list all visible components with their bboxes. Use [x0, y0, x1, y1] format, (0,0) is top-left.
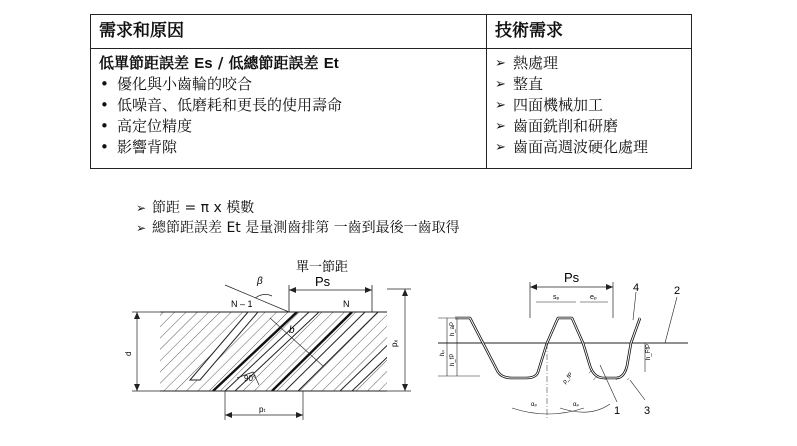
axial-pitch-label: pₓ	[390, 339, 399, 347]
arrow-bullet-icon: ➢	[495, 119, 506, 134]
bullet-icon: •	[100, 75, 109, 93]
arrow-bullet-icon: ➢	[495, 56, 506, 71]
heading-part-1: 低單節距誤差	[99, 54, 195, 72]
helical-rack-drawing	[124, 259, 411, 420]
list-item-text: 影響背隙	[117, 138, 178, 156]
bullet-icon: •	[100, 138, 109, 156]
list-item-text: 齒面銑削和研磨	[513, 117, 619, 135]
list-item-text: 四面機械加工	[513, 96, 604, 114]
heading-part-2: / 低總節距誤差	[212, 54, 324, 72]
hfp-label: h_fP	[450, 353, 456, 366]
note-text: 總節距誤差 Et 是量測齒排第 一齒到最後一齒取得	[152, 220, 460, 236]
transverse-pitch-label: pₜ	[259, 405, 266, 414]
list-item-text: 齒面高週波硬化處理	[513, 138, 649, 156]
list-item-text: 整直	[513, 75, 544, 93]
bullet-icon: •	[100, 96, 109, 114]
callout-1: 1	[614, 405, 621, 417]
right-angle-label: 90°	[244, 374, 257, 383]
arrow-bullet-icon: ➢	[136, 221, 147, 235]
root-radius-label: ρ_fP	[561, 371, 575, 386]
list-item-text: 高定位精度	[117, 117, 193, 135]
list-item-text: 優化與小齒輪的咬合	[117, 75, 253, 93]
heading-es: Es	[194, 55, 213, 72]
callout-4: 4	[633, 282, 640, 294]
diameter-d-label: d	[124, 351, 133, 356]
tooth-n-minus-1-label: N – 1	[231, 299, 253, 309]
rack-tooth-profile-drawing	[438, 270, 688, 420]
callout-2: 2	[674, 285, 681, 297]
arrow-bullet-icon: ➢	[495, 98, 506, 113]
single-pitch-caption: 單一節距	[296, 259, 349, 274]
tooth-thickness-label: sₚ	[553, 294, 560, 301]
arrow-bullet-icon: ➢	[495, 77, 506, 92]
arrow-bullet-icon: ➢	[136, 201, 147, 215]
list-item-text: 熱處理	[513, 54, 559, 72]
hffp-label: h_FfP	[646, 343, 652, 360]
width-b-label: b	[289, 325, 295, 336]
note-text: 節距 = π x 模數	[152, 200, 255, 216]
list-item-text: 低噪音、低磨耗和更長的使用壽命	[117, 96, 343, 114]
hap-label: h_aP	[450, 321, 456, 336]
right-ps-label: Ps	[564, 270, 580, 285]
header-requirements-reasons: 需求和原因	[91, 15, 487, 49]
helix-angle-label: β	[257, 276, 263, 287]
arrow-bullet-icon: ➢	[495, 140, 506, 155]
space-width-label: eₚ	[590, 294, 597, 301]
heading-et: Et	[323, 55, 339, 72]
left-ps-label: Ps	[315, 274, 331, 289]
header-technical-requirements: 技術需求	[487, 15, 692, 49]
bullet-icon: •	[100, 117, 109, 135]
pressure-angle-right: αₚ	[573, 402, 580, 408]
pressure-angle-left: αₚ	[531, 402, 538, 408]
callout-3: 3	[644, 405, 651, 417]
hp-label: hₚ	[440, 350, 446, 356]
tooth-n-label: N	[343, 299, 350, 309]
